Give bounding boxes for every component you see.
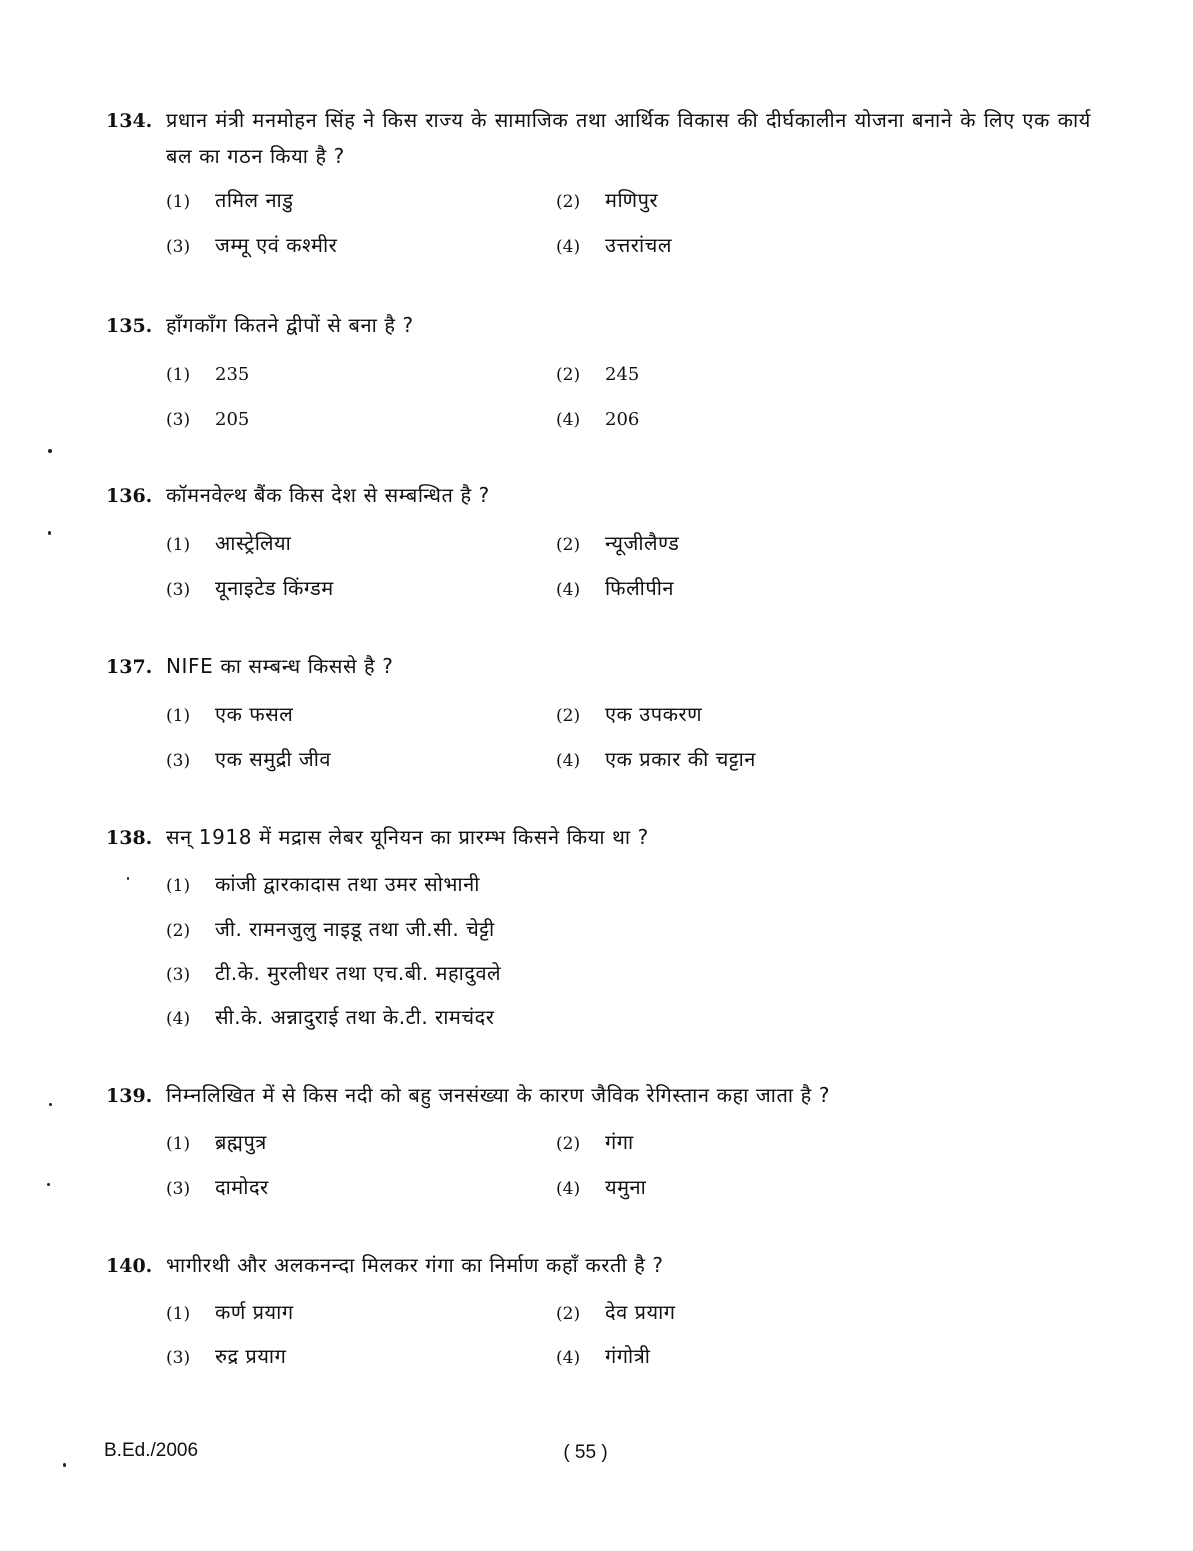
question-text: NIFE का सम्बन्ध किससे है ? (166, 654, 394, 678)
option-text: दामोदर (215, 1175, 269, 1199)
option-number: (1) (166, 365, 191, 385)
question-number: 140. (106, 1255, 153, 1277)
question-number: 136. (106, 485, 153, 507)
option-text: एक उपकरण (605, 702, 703, 726)
option-number: (2) (556, 1304, 581, 1324)
question-text: भागीरथी और अलकनन्दा मिलकर गंगा का निर्माण कहाँ करती है ? (166, 1253, 664, 1277)
question-number: 137. (106, 656, 153, 678)
scan-speck (63, 1463, 66, 1467)
scan-speck (127, 877, 129, 880)
option-text: एक प्रकार की चट्टान (605, 747, 756, 771)
option-number: (3) (166, 237, 191, 257)
page-number: ( 55 ) (563, 1442, 608, 1463)
option-text: 245 (605, 364, 640, 385)
option-number: (2) (556, 1134, 581, 1154)
question-text: कॉमनवेल्थ बैंक किस देश से सम्बन्धित है ? (166, 483, 490, 507)
option-number: (4) (556, 1348, 581, 1368)
option-4 (556, 1338, 650, 1376)
option-text: देव प्रयाग (605, 1300, 676, 1324)
option-1 (166, 355, 249, 393)
option-2 (556, 355, 639, 393)
option-number: (3) (166, 1179, 191, 1199)
scan-speck (48, 449, 52, 453)
question-text: सन् 1918 में मद्रास लेबर यूनियन का प्रारम्भ किसने किया था ? (166, 825, 649, 849)
option-number: (2) (556, 192, 581, 212)
option-2 (556, 525, 679, 563)
option-number: (3) (166, 1348, 191, 1368)
option-4 (556, 400, 639, 438)
question-text: हाँगकाँग कितने द्वीपों से बना है ? (166, 313, 414, 337)
option-number: (3) (166, 751, 191, 771)
option-number: (1) (166, 1304, 191, 1324)
option-number: (2) (556, 365, 581, 385)
option-number: (4) (556, 751, 581, 771)
option-text: यमुना (605, 1175, 647, 1199)
option-text: रुद्र प्रयाग (215, 1344, 287, 1368)
question-text: निम्नलिखित में से किस नदी को बहु जनसंख्या के कारण जैविक रेगिस्तान कहा जाता है ? (166, 1083, 831, 1107)
question-number: 138. (106, 827, 153, 849)
scan-speck (49, 1103, 52, 1106)
option-3 (166, 955, 501, 993)
option-number: (4) (556, 580, 581, 600)
option-text: यूनाइटेड किंग्डम (215, 576, 334, 600)
option-text: कांजी द्वारकादास तथा उमर सोभानी (215, 872, 480, 896)
option-3 (166, 227, 337, 265)
option-text: न्यूजीलैण्ड (605, 531, 680, 555)
option-text: 206 (605, 409, 640, 430)
option-text: गंगा (605, 1130, 634, 1154)
option-text: कर्ण प्रयाग (215, 1300, 294, 1324)
option-text: फिलीपीन (605, 576, 674, 600)
scan-speck (47, 1183, 50, 1186)
question-number: 135. (106, 315, 153, 337)
option-text: 205 (215, 409, 250, 430)
option-1 (166, 525, 291, 563)
option-4 (556, 741, 756, 779)
option-number: (3) (166, 965, 191, 985)
option-4 (166, 999, 494, 1037)
option-number: (1) (166, 1134, 191, 1154)
option-text: गंगोत्री (605, 1344, 651, 1368)
option-text: मणिपुर (605, 188, 659, 212)
option-number: (2) (556, 535, 581, 555)
option-1 (166, 696, 293, 734)
option-2 (556, 696, 702, 734)
option-text: तमिल नाडु (215, 188, 294, 212)
option-number: (4) (556, 1179, 581, 1199)
option-text: जम्मू एवं कश्मीर (215, 233, 338, 257)
option-text: टी.के. मुरलीधर तथा एच.बी. महादुवले (215, 961, 502, 985)
option-3 (166, 1338, 286, 1376)
option-number: (2) (166, 921, 191, 941)
option-1 (166, 1124, 267, 1162)
exam-code: B.Ed./2006 (104, 1440, 199, 1461)
option-3 (166, 1169, 269, 1207)
question-text: प्रधान मंत्री मनमोहन सिंह ने किस राज्य के सामाजिक तथा आर्थिक विकास की दीर्घकालीन योजना बनाने के लिए एक कार्य बल का गठन किया है ? (166, 108, 1091, 168)
option-text: उत्तरांचल (605, 233, 672, 257)
option-number: (1) (166, 535, 191, 555)
option-text: एक समुद्री जीव (215, 747, 332, 771)
option-number: (1) (166, 706, 191, 726)
option-2 (556, 182, 658, 220)
option-1 (166, 182, 293, 220)
option-number: (3) (166, 580, 191, 600)
option-2 (556, 1294, 676, 1332)
question-number: 134. (106, 110, 153, 132)
option-1 (166, 866, 480, 904)
option-4 (556, 227, 672, 265)
option-text: सी.के. अन्नादुराई तथा के.टी. रामचंदर (215, 1005, 495, 1029)
option-text: आस्ट्रेलिया (215, 531, 292, 555)
scan-speck (48, 531, 51, 535)
option-2 (166, 911, 495, 949)
option-4 (556, 570, 674, 608)
option-number: (4) (556, 410, 581, 430)
option-text: 235 (215, 364, 250, 385)
option-number: (1) (166, 192, 191, 212)
option-number: (4) (166, 1009, 191, 1029)
option-number: (2) (556, 706, 581, 726)
option-4 (556, 1169, 646, 1207)
option-number: (4) (556, 237, 581, 257)
option-3 (166, 570, 334, 608)
option-2 (556, 1124, 634, 1162)
option-3 (166, 741, 331, 779)
option-text: ब्रह्मपुत्र (215, 1130, 267, 1154)
option-number: (1) (166, 876, 191, 896)
question-number: 139. (106, 1085, 153, 1107)
option-3 (166, 400, 249, 438)
option-number: (3) (166, 410, 191, 430)
option-1 (166, 1294, 294, 1332)
option-text: एक फसल (215, 702, 294, 726)
option-text: जी. रामनजुलु नाइडू तथा जी.सी. चेट्टी (215, 917, 495, 941)
